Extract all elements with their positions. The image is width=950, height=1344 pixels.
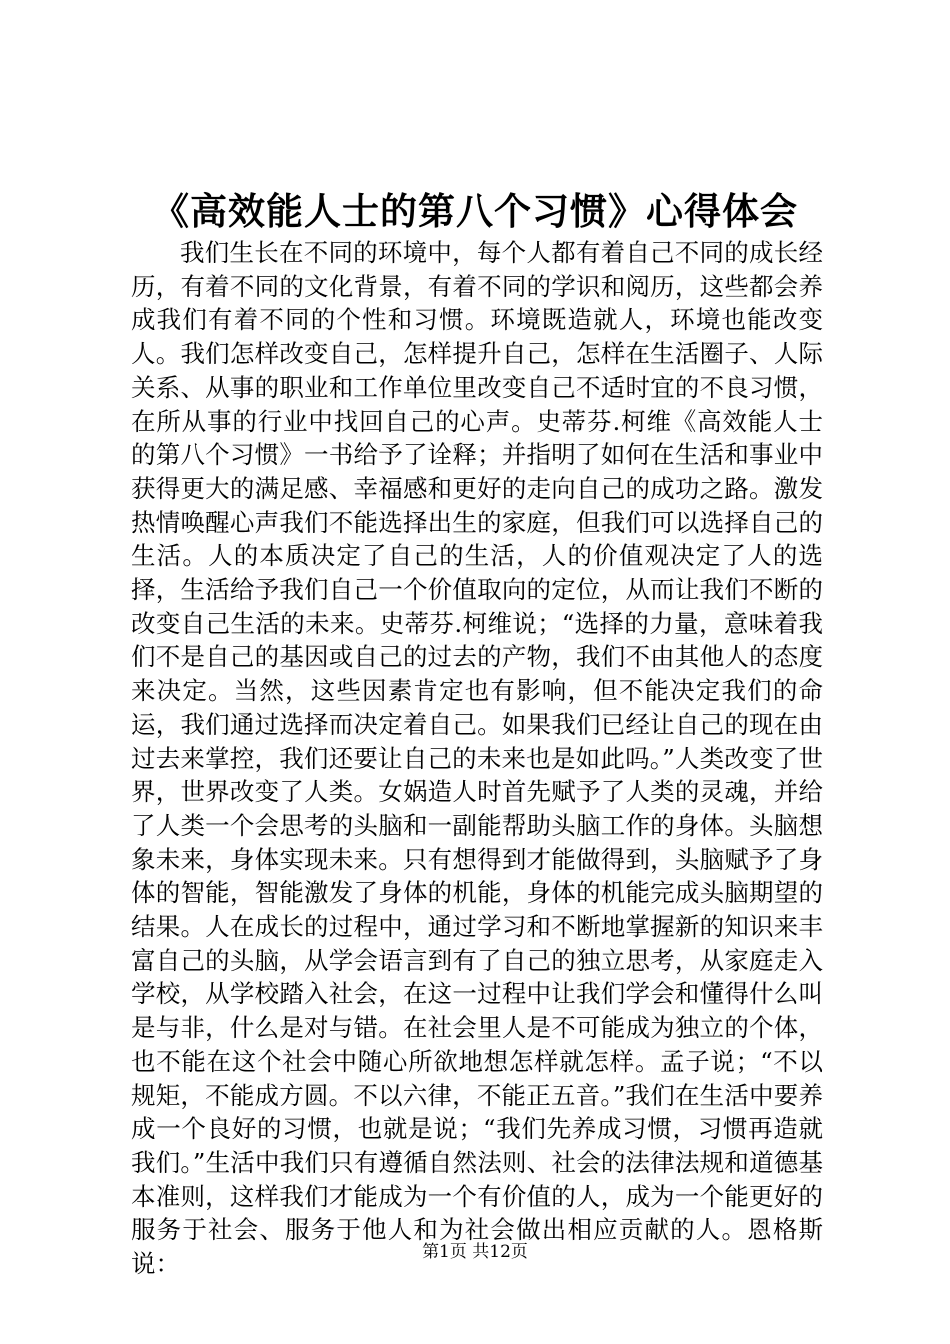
page-footer [0, 1240, 950, 1264]
page-indicator: 第1页 共12页 [422, 1242, 528, 1262]
body-paragraph: 我们生长在不同的环境中，每个人都有着自己不同的成长经历，有着不同的文化背景，有着不同的学识和阅历，这些都会养成我们有着不同的个性和习惯。环境既造就人，环境也能改变人。我们怎样改变自己，怎样提升自己，怎样在生活圈子、人际关系、从事的职业和工作单位里改变自己不适时宜的不良习惯，在所从事的行业中找回自己的心声。史蒂芬.柯维《高效能人士的第八个习惯》一书给予了诠释；并指明了如何在生活和事业中获得更大的满足感、幸福感和更好的走向自己的成功之路。激发热情唤醒心声我们不能选择出生的家庭，但我们可以选择自己的生活。人的本质决定了自己的生活，人的价值观决定了人的选择，生活给予我们自己一个价值取向的定位，从而让我们不断的改变自己生活的未来。史蒂芬.柯维说；“选择的力量，意味着我们不是自己的基因或自己的过去的产物，我们不由其他人的态度来决定。当然，这些因素肯定也有影响，但不能决定我们的命运，我们通过选择而决定着自己。如果我们已经让自己的现在由过去来掌控，我们还要让自己的未来也是如此吗。”人类改变了世界，世界改变了人类。女娲造人时首先赋予了人类的灵魂，并给了人类一个会思考的头脑和一副能帮助头脑工作的身体。头脑想象未来，身体实现未来。只有想得到才能做得到，头脑赋予了身体的智能，智能激发了身体的机能，身体的机能完成头脑期望的结果。人在成长的过程中，通过学习和不断地掌握新的知识来丰富自己的头脑，从学会语言到有了自己的独立思考，从家庭走入学校，从学校踏入社会，在这一过程中让我们学会和懂得什么叫是与非，什么是对与错。在社会里人是不可能成为独立的个体，也不能在这个社会中随心所欲地想怎样就怎样。孟子说；“不以规矩，不能成方圆。不以六律，不能正五音。”我们在生活中要养成一个良好的习惯，也就是说；“我们先养成习惯，习惯再造就我们。”生活中我们只有遵循自然法则、社会的法律法规和道德基本准则，这样我们才能成为一个有价值的人，成为一个能更好的服务于社会、服务于他人和为社会做出相应贡献的人。恩格斯说： [131, 238, 823, 1279]
document-title: 《高效能人士的第八个习惯》心得体会 [152, 189, 798, 233]
